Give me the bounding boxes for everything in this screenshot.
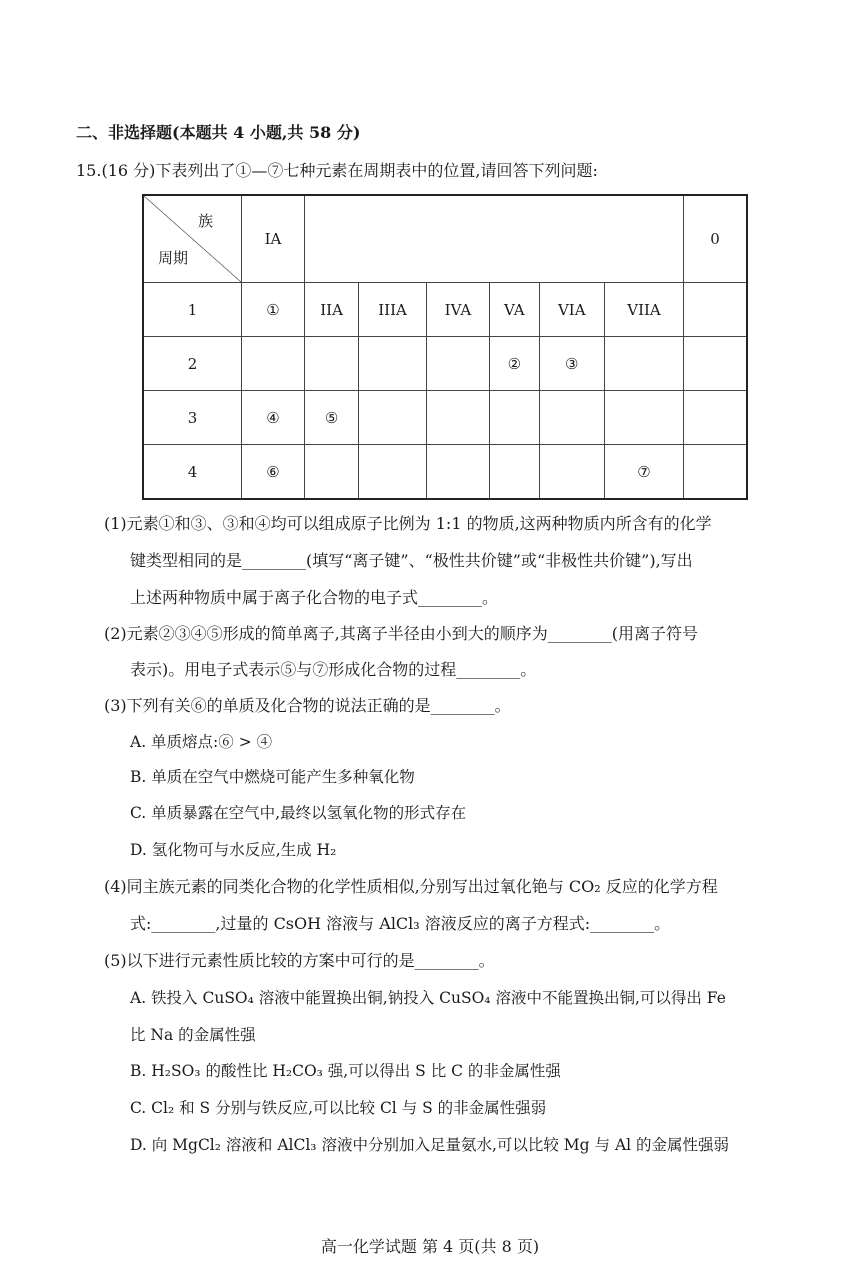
table-row-period-4 <box>143 445 747 500</box>
table-cell <box>539 391 604 445</box>
table-cell: ③ <box>539 337 604 391</box>
empty-header-span <box>305 195 684 283</box>
q3-line1: (3)下列有关⑥的单质及化合物的说法正确的是________。 <box>104 696 511 715</box>
q4-line2: 式:________,过量的 CsOH 溶液与 AlCl₃ 溶液反应的离子方程式:________。 <box>130 914 671 933</box>
q5-option-a-line1: A. 铁投入 CuSO₄ 溶液中能置换出铜,钠投入 CuSO₄ 溶液中不能置换出铜,可以得出 Fe <box>130 989 726 1007</box>
header-period-label: 周期 <box>158 249 189 267</box>
table-header-row <box>143 195 747 283</box>
group-IA-header: IA <box>242 195 305 283</box>
q1-line3: 上述两种物质中属于离子化合物的电子式________。 <box>130 588 499 607</box>
table-row-period-3 <box>143 391 747 445</box>
table-cell <box>426 391 489 445</box>
q1-line1: (1)元素①和③、③和④均可以组成原子比例为 1:1 的物质,这两种物质内所含有的化学 <box>104 514 712 533</box>
group-header-IVA: IVA <box>426 283 489 337</box>
table-cell: ① <box>242 283 305 337</box>
q4-line1: (4)同主族元素的同类化合物的化学性质相似,分别写出过氧化铯与 CO₂ 反应的化学方程 <box>104 877 718 896</box>
table-cell <box>359 445 427 500</box>
table-cell: ④ <box>242 391 305 445</box>
table-cell <box>359 337 427 391</box>
table-cell <box>684 283 748 337</box>
table-cell <box>426 337 489 391</box>
table-cell <box>305 445 359 500</box>
group-header-VIIA: VIIA <box>604 283 683 337</box>
table-cell: ② <box>490 337 540 391</box>
period-label: 4 <box>143 445 242 500</box>
table-cell: ⑤ <box>305 391 359 445</box>
q3-option-d: D. 氢化物可与水反应,生成 H₂ <box>130 841 337 859</box>
q5-option-d: D. 向 MgCl₂ 溶液和 AlCl₃ 溶液中分别加入足量氨水,可以比较 Mg 与 Al 的金属性强弱 <box>130 1136 730 1154</box>
table-cell: ⑥ <box>242 445 305 500</box>
period-label: 2 <box>143 337 242 391</box>
table-cell <box>604 337 683 391</box>
table-cell <box>684 445 748 500</box>
table-cell <box>490 391 540 445</box>
question-15-intro: 15.(16 分)下表列出了①—⑦七种元素在周期表中的位置,请回答下列问题: <box>76 161 598 180</box>
table-row-period-2 <box>143 337 747 391</box>
group-0-header: 0 <box>684 195 748 283</box>
q3-option-b: B. 单质在空气中燃烧可能产生多种氧化物 <box>130 768 415 786</box>
table-cell <box>305 337 359 391</box>
table-cell <box>426 445 489 500</box>
q1-line2: 键类型相同的是________(填写“离子键”、“极性共价键”或“非极性共价键”),写出 <box>130 551 693 570</box>
q5-line1: (5)以下进行元素性质比较的方案中可行的是________。 <box>104 951 495 970</box>
table-cell <box>684 391 748 445</box>
header-group-label: 族 <box>197 212 213 230</box>
q3-option-c: C. 单质暴露在空气中,最终以氢氧化物的形式存在 <box>130 804 467 822</box>
table-cell <box>684 337 748 391</box>
table-row-period-1 <box>143 283 747 337</box>
group-header-IIIA: IIIA <box>359 283 427 337</box>
diagonal-header-cell <box>143 195 242 283</box>
page-footer: 高一化学试题 第 4 页(共 8 页) <box>320 1237 540 1256</box>
table-cell <box>490 445 540 500</box>
group-header-VA: VA <box>490 283 540 337</box>
group-header-IIA: IIA <box>305 283 359 337</box>
q5-option-c: C. Cl₂ 和 S 分别与铁反应,可以比较 Cl 与 S 的非金属性强弱 <box>130 1099 547 1117</box>
table-cell <box>242 337 305 391</box>
section-title: 二、非选择题(本题共 4 小题,共 58 分) <box>76 123 361 142</box>
q3-option-a: A. 单质熔点:⑥ > ④ <box>130 733 273 751</box>
period-label: 1 <box>143 283 242 337</box>
q2-line1: (2)元素②③④⑤形成的简单离子,其离子半径由小到大的顺序为________(用离子符号 <box>104 624 698 643</box>
table-cell <box>604 391 683 445</box>
q5-option-a-line2: 比 Na 的金属性强 <box>130 1026 256 1044</box>
table-cell <box>359 391 427 445</box>
period-label: 3 <box>143 391 242 445</box>
q2-line2: 表示)。用电子式表示⑤与⑦形成化合物的过程________。 <box>130 660 537 679</box>
table-cell: ⑦ <box>604 445 683 500</box>
q5-option-b: B. H₂SO₃ 的酸性比 H₂CO₃ 强,可以得出 S 比 C 的非金属性强 <box>130 1062 561 1080</box>
periodic-table <box>142 194 748 500</box>
group-header-VIA: VIA <box>539 283 604 337</box>
table-cell <box>539 445 604 500</box>
